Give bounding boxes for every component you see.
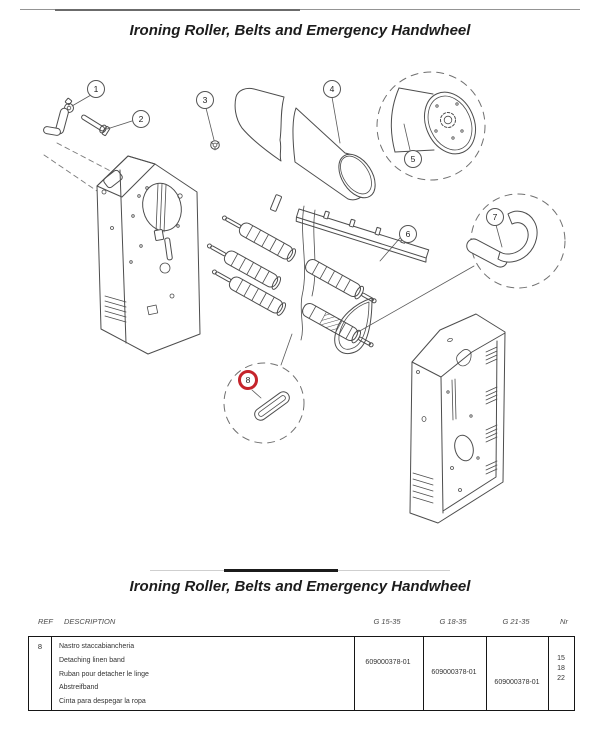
callout-8-highlighted: 8 <box>238 370 258 390</box>
roller-end-detail <box>377 72 485 180</box>
section-divider-dark <box>224 569 338 572</box>
nr-value: 18 <box>557 665 565 672</box>
table-section-title: Ironing Roller, Belts and Emergency Handwheel <box>129 578 471 595</box>
description-line: Cinta para despegar la ropa <box>59 698 146 706</box>
bolt <box>81 114 110 136</box>
part-number-g18-35: 609000378-01 <box>431 669 477 676</box>
detaching-rollers-right <box>300 257 379 352</box>
part-number-g15-35: 609000378-01 <box>365 659 411 666</box>
col-header-ref: REF <box>38 617 53 626</box>
description-cell <box>59 640 149 709</box>
col-header-g18-35: G 18-35 <box>439 617 467 626</box>
callout-2: 2 <box>132 110 150 128</box>
ref-cell: 8 <box>37 642 43 651</box>
callout-7: 7 <box>486 208 504 226</box>
col-header-nr: Nr <box>560 617 568 626</box>
callout-1: 1 <box>87 80 105 98</box>
description-line: Detaching linen band <box>59 656 125 664</box>
table-divider <box>486 637 487 710</box>
detaching-band-detail <box>224 363 304 443</box>
col-header-description: DESCRIPTION <box>64 617 116 626</box>
callout-3: 3 <box>196 91 214 109</box>
table-divider <box>354 637 355 710</box>
page-title: Ironing Roller, Belts and Emergency Handwheel <box>129 22 471 39</box>
description-line: Ruban pour detacher le linge <box>59 670 149 678</box>
emergency-handle <box>43 98 73 136</box>
description-line: Abstreifband <box>59 684 99 692</box>
callout-6: 6 <box>399 225 417 243</box>
parts-table <box>28 636 575 711</box>
description-line: Nastro staccabiancheria <box>59 643 135 650</box>
part-number-g21-35: 609000378-01 <box>494 679 540 686</box>
callout-4: 4 <box>323 80 341 98</box>
left-frame-panel <box>97 156 200 354</box>
nr-value: 22 <box>557 675 565 682</box>
nut <box>211 141 220 150</box>
table-divider <box>51 637 52 710</box>
col-header-g15-35: G 15-35 <box>373 617 401 626</box>
belt-guide-detail <box>464 194 565 288</box>
right-frame-panel <box>410 314 505 523</box>
nr-value: 15 <box>557 655 565 662</box>
nr-cell <box>548 654 574 684</box>
callout-5: 5 <box>404 150 422 168</box>
table-divider <box>423 637 424 710</box>
col-header-g21-35: G 21-35 <box>502 617 530 626</box>
ironing-roller <box>235 88 383 204</box>
detaching-rollers-left <box>204 211 297 317</box>
